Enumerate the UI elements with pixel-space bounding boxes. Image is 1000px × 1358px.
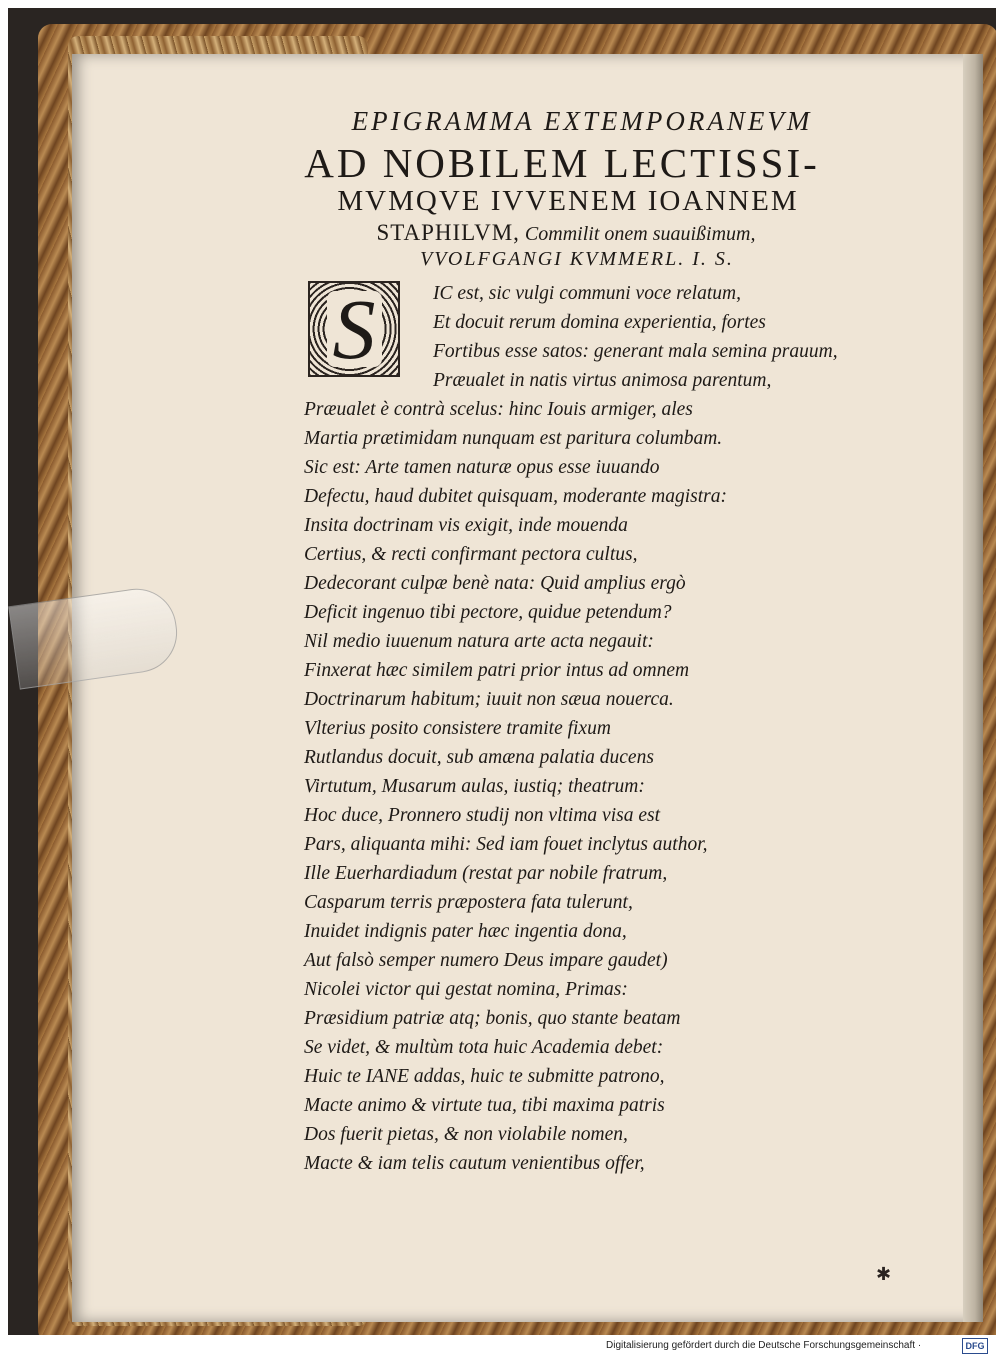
funding-notice: Digitalisierung gefördert durch die Deutsche Forschungsgemeinschaft ·: [606, 1340, 922, 1351]
poem-block: [242, 106, 882, 1178]
verse-line: Doctrinarum habitum; iuuit non sæua nouerca.: [304, 689, 674, 710]
verse-line: Nil medio iuuenum natura arte acta negauit:: [304, 631, 654, 652]
verse-line: Rutlandus docuit, sub amæna palatia ducens: [304, 747, 654, 768]
verse-line: Pars, aliquanta mihi: Sed iam fouet inclytus author,: [304, 834, 708, 855]
verse-line: Se videt, & multùm tota huic Academia debet:: [304, 1037, 664, 1058]
verse-line: Virtutum, Musarum aulas, iustiq; theatrum:: [304, 776, 645, 797]
poem-heading-line-2: AD NOBILEM LECTISSI-: [304, 140, 820, 186]
verse-line: Finxerat hæc similem patri prior intus ad omnem: [304, 660, 690, 681]
verse-line: Ille Euerhardiadum (restat par nobile fratrum,: [304, 863, 668, 884]
verse-line: Deficit ingenuo tibi pectore, quidue petendum?: [304, 602, 672, 623]
verse-line: Nicolei victor qui gestat nomina, Primas:: [304, 979, 628, 1000]
verse-line: Aut falsò semper numero Deus impare gaudet): [304, 950, 668, 971]
verse-line: Hoc duce, Pronnero studij non vltima visa est: [304, 805, 660, 826]
ornament-mark: ✱: [876, 1264, 892, 1285]
verse-line: Præualet è contrà scelus: hinc Iouis armiger, ales: [304, 399, 693, 420]
verse-line: Defectu, haud dubitet quisquam, moderante magistra:: [304, 486, 727, 507]
verse-line: Et docuit rerum domina experientia, fortes: [433, 312, 766, 333]
verse-line: Martia prætimidam nunquam est paritura columbam.: [304, 428, 723, 449]
verse-line: Vlterius posito consistere tramite fixum: [304, 718, 611, 739]
verse-line: Dedecorant culpæ benè nata: Quid amplius ergò: [304, 573, 686, 594]
verse-line: Macte animo & virtute tua, tibi maxima patris: [304, 1095, 665, 1116]
verse-line: Præualet in natis virtus animosa parentum,: [433, 370, 772, 391]
addressee-name: STAPHILVM,: [376, 220, 520, 245]
addressee-epithet: Commilit onem suauißimum,: [519, 223, 756, 245]
poem-author-line: VVOLFGANGI KVMMERL. I. S.: [420, 248, 734, 270]
verse-line: Fortibus esse satos: generant mala semina prauum,: [433, 341, 838, 362]
verse-list: [242, 279, 882, 1178]
verse-line: Certius, & recti confirmant pectora cultus,: [304, 544, 638, 565]
verse-line: IC est, sic vulgi communi voce relatum,: [433, 283, 741, 304]
dfg-logo: DFG: [962, 1338, 988, 1354]
verse-line: Sic est: Arte tamen naturæ opus esse iuuando: [304, 457, 660, 478]
verse-line: Macte & iam telis cautum venientibus offer,: [304, 1153, 645, 1174]
verse-line: Inuidet indignis pater hæc ingentia dona,: [304, 921, 627, 942]
verse-line: Huic te IANE addas, huic te submitte patrono,: [304, 1066, 665, 1087]
poem-heading-line-3: MVMQVE IVVENEM IOANNEM: [337, 185, 799, 217]
poem-heading-line-1: EPIGRAMMA EXTEMPORANEVM: [351, 106, 813, 136]
poem-heading-line-4: [250, 220, 882, 246]
verse-line: Insita doctrinam vis exigit, inde mouenda: [304, 515, 628, 536]
verse-line: Dos fuerit pietas, & non violabile nomen,: [304, 1124, 628, 1145]
page-edge: [963, 54, 983, 1322]
decorated-initial: S: [308, 281, 400, 377]
verse-line: Casparum terris præpostera fata tulerunt,: [304, 892, 633, 913]
verse-line: Præsidium patriæ atq; bonis, quo stante beatam: [304, 1008, 681, 1029]
